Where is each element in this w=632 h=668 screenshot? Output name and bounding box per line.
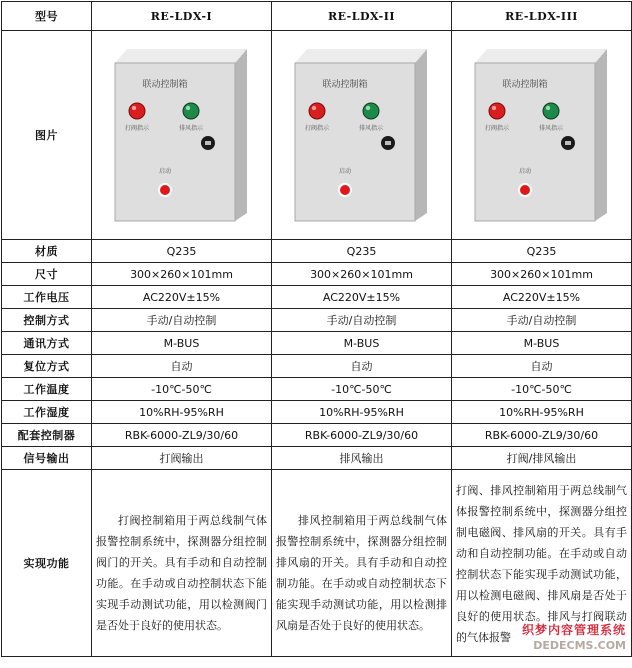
spec-row xyxy=(2,355,632,378)
key-switch-slot xyxy=(565,141,571,145)
spec-value: 手动/自动控制 xyxy=(92,309,272,332)
box-title-text: 联动控制箱 xyxy=(321,80,368,90)
spec-label: 信号输出 xyxy=(2,447,92,470)
spec-value: 10%RH-95%RH xyxy=(92,401,272,424)
red-indicator-light xyxy=(489,103,505,119)
spec-label: 配套控制器 xyxy=(2,424,92,447)
spec-value: 300×260×101mm xyxy=(272,263,452,286)
spec-value: 10%RH-95%RH xyxy=(272,401,452,424)
spec-value: 300×260×101mm xyxy=(92,263,272,286)
spec-value: -10℃-50℃ xyxy=(452,378,632,401)
model-name: RE-LDX-I xyxy=(92,2,272,31)
key-switch-slot xyxy=(385,141,391,145)
spec-value: RBK-6000-ZL9/30/60 xyxy=(272,424,452,447)
indicator-highlight xyxy=(545,106,549,110)
indicator-label: 排风指示 xyxy=(538,125,563,132)
spec-value: 打阀/排风输出 xyxy=(452,447,632,470)
key-switch-slot xyxy=(205,141,211,145)
indicator-label: 打阀指示 xyxy=(124,125,149,132)
indicator-highlight xyxy=(491,106,495,110)
spec-value: Q235 xyxy=(92,240,272,263)
indicator-label: 打阀指示 xyxy=(484,125,509,132)
box-side-panel xyxy=(415,49,427,221)
spec-table xyxy=(1,1,632,657)
spec-row xyxy=(2,401,632,424)
spec-value: 手动/自动控制 xyxy=(452,309,632,332)
spec-row xyxy=(2,378,632,401)
spec-value: AC220V±15% xyxy=(92,286,272,309)
function-description: 打阀控制箱用于两总线制气体报警控制系统中，探测器分组控制阀门的开关。具有手动和自动控制功能。在手动或自动控制状态下能实现手动测试功能，用以检测阀门是否处于良好的使用状态。 xyxy=(96,514,267,632)
box-side-panel xyxy=(235,49,247,221)
function-description-cell xyxy=(272,470,452,657)
spec-value: AC220V±15% xyxy=(452,286,632,309)
spec-row xyxy=(2,286,632,309)
spec-value: RBK-6000-ZL9/30/60 xyxy=(92,424,272,447)
start-label: 启动 xyxy=(518,168,531,175)
spec-label: 通讯方式 xyxy=(2,332,92,355)
control-box-image xyxy=(287,45,437,225)
picture-cell xyxy=(272,31,452,240)
picture-label: 图片 xyxy=(2,31,92,240)
spec-label: 工作电压 xyxy=(2,286,92,309)
green-indicator-light xyxy=(543,103,559,119)
watermark-title: 织梦内容管理系统 xyxy=(521,623,626,637)
picture-cell xyxy=(452,31,632,240)
function-description: 排风控制箱用于两总线制气体报警控制系统中，探测器分组控制排风扇的开关。具有手动和自动控制功能。在手动或自动控制状态下能实现手动测试功能，用以检测排风扇是否处于良好的使用状态。 xyxy=(276,514,447,632)
model-row xyxy=(2,2,632,31)
spec-value: Q235 xyxy=(272,240,452,263)
indicator-label: 打阀指示 xyxy=(304,125,329,132)
box-title-text: 联动控制箱 xyxy=(141,80,188,90)
start-button-icon xyxy=(519,184,531,196)
spec-value: M-BUS xyxy=(272,332,452,355)
indicator-highlight xyxy=(185,106,189,110)
indicator-label: 排风指示 xyxy=(178,125,203,132)
spec-value: RBK-6000-ZL9/30/60 xyxy=(452,424,632,447)
box-side-panel xyxy=(595,49,607,221)
spec-row xyxy=(2,240,632,263)
spec-value: Q235 xyxy=(452,240,632,263)
box-top-edge xyxy=(115,49,247,63)
indicator-label: 排风指示 xyxy=(358,125,383,132)
spec-row xyxy=(2,332,632,355)
start-button-icon xyxy=(339,184,351,196)
control-box-image xyxy=(107,45,257,225)
start-label: 启动 xyxy=(158,168,171,175)
spec-value: 自动 xyxy=(92,355,272,378)
function-label: 实现功能 xyxy=(2,470,92,657)
indicator-highlight xyxy=(311,106,315,110)
function-description: 打阀、排风控制箱用于两总线制气体报警控制系统中，探测器分组控制电磁阀、排风扇的开关。具有手动和自动控制功能。在手动或自动控制状态下能实现手动测试功能，用以检测电磁阀、排风扇是否处于良好的使用状态。排风与打阀联动的气体报警 xyxy=(456,484,627,644)
spec-value: 自动 xyxy=(272,355,452,378)
spec-value: AC220V±15% xyxy=(272,286,452,309)
indicator-highlight xyxy=(365,106,369,110)
box-top-edge xyxy=(295,49,427,63)
spec-value: 300×260×101mm xyxy=(452,263,632,286)
spec-row xyxy=(2,309,632,332)
spec-value: 打阀输出 xyxy=(92,447,272,470)
spec-value: M-BUS xyxy=(92,332,272,355)
control-box-image xyxy=(467,45,617,225)
spec-value: 手动/自动控制 xyxy=(272,309,452,332)
spec-label: 工作湿度 xyxy=(2,401,92,424)
function-description-cell xyxy=(92,470,272,657)
indicator-highlight xyxy=(131,106,135,110)
spec-value: 10%RH-95%RH xyxy=(452,401,632,424)
picture-cell xyxy=(92,31,272,240)
spec-value: -10℃-50℃ xyxy=(92,378,272,401)
red-indicator-light xyxy=(129,103,145,119)
model-name: RE-LDX-III xyxy=(452,2,632,31)
box-top-edge xyxy=(475,49,607,63)
spec-label: 材质 xyxy=(2,240,92,263)
model-label: 型号 xyxy=(2,2,92,31)
spec-value: 排风输出 xyxy=(272,447,452,470)
spec-row xyxy=(2,263,632,286)
green-indicator-light xyxy=(183,103,199,119)
spec-value: -10℃-50℃ xyxy=(272,378,452,401)
spec-value: M-BUS xyxy=(452,332,632,355)
spec-label: 复位方式 xyxy=(2,355,92,378)
spec-label: 工作温度 xyxy=(2,378,92,401)
green-indicator-light xyxy=(363,103,379,119)
picture-row xyxy=(2,31,632,240)
spec-row xyxy=(2,447,632,470)
spec-label: 控制方式 xyxy=(2,309,92,332)
start-button-icon xyxy=(159,184,171,196)
spec-label: 尺寸 xyxy=(2,263,92,286)
model-name: RE-LDX-II xyxy=(272,2,452,31)
start-label: 启动 xyxy=(338,168,351,175)
spec-row xyxy=(2,424,632,447)
watermark xyxy=(522,622,626,654)
spec-value: 自动 xyxy=(452,355,632,378)
watermark-domain: DEDECMS.COM xyxy=(533,639,626,652)
red-indicator-light xyxy=(309,103,325,119)
box-title-text: 联动控制箱 xyxy=(501,80,548,90)
